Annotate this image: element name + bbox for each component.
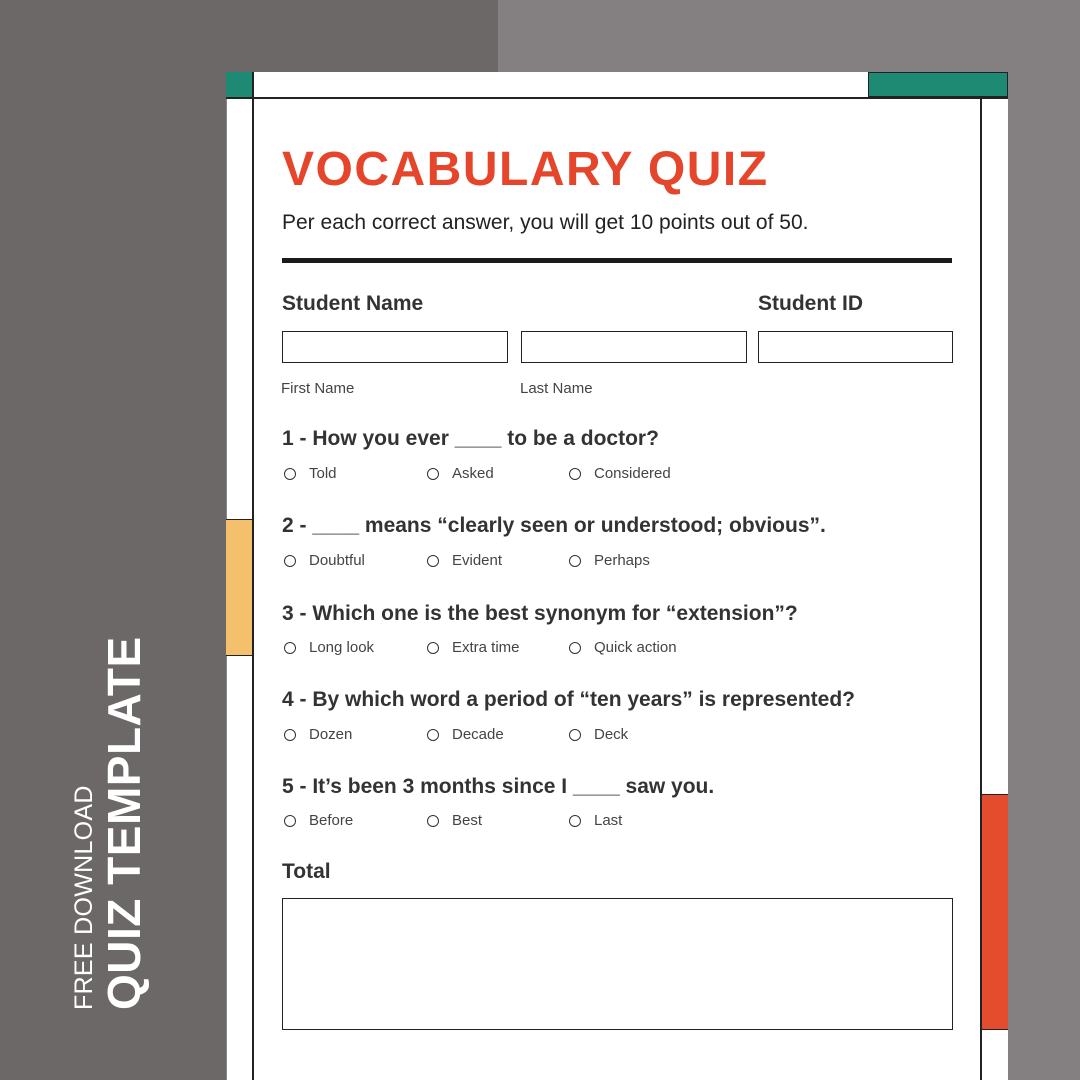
option-label: Deck bbox=[594, 726, 629, 743]
question-5: 5 - It’s been 3 months since I ____ saw you. bbox=[282, 775, 715, 798]
q1-option-3[interactable] bbox=[569, 465, 671, 482]
radio-icon[interactable] bbox=[427, 815, 439, 827]
radio-icon[interactable] bbox=[427, 729, 439, 741]
radio-icon[interactable] bbox=[284, 468, 296, 480]
option-label: Asked bbox=[452, 465, 494, 482]
sheet-frame-left bbox=[252, 72, 254, 1080]
option-label: Told bbox=[309, 465, 337, 482]
q4-option-2[interactable] bbox=[427, 726, 504, 743]
option-label: Decade bbox=[452, 726, 504, 743]
quiz-template-label: QUIZ TEMPLATE bbox=[98, 636, 150, 1010]
radio-icon[interactable] bbox=[284, 729, 296, 741]
radio-icon[interactable] bbox=[284, 815, 296, 827]
q1-option-2[interactable] bbox=[427, 465, 494, 482]
sheet-frame-top bbox=[226, 97, 1008, 99]
radio-icon[interactable] bbox=[284, 642, 296, 654]
teal-top-accent bbox=[868, 72, 1008, 97]
total-field[interactable] bbox=[282, 898, 953, 1030]
option-label: Evident bbox=[452, 552, 503, 569]
q4-option-3[interactable] bbox=[569, 726, 628, 743]
q3-option-1[interactable] bbox=[284, 639, 374, 656]
q4-option-1[interactable] bbox=[284, 726, 352, 743]
q3-option-2[interactable] bbox=[427, 639, 520, 656]
question-4: 4 - By which word a period of “ten years” is represented? bbox=[282, 688, 855, 711]
first-name-hint: First Name bbox=[281, 380, 355, 397]
side-caption bbox=[70, 636, 150, 1010]
teal-corner-accent bbox=[226, 72, 252, 97]
radio-icon[interactable] bbox=[427, 468, 439, 480]
student-name-label: Student Name bbox=[282, 292, 424, 315]
q2-option-1[interactable] bbox=[284, 552, 365, 569]
last-name-hint: Last Name bbox=[520, 380, 593, 397]
question-2: 2 - ____ means “clearly seen or understood; obvious”. bbox=[282, 514, 826, 537]
last-name-field[interactable] bbox=[521, 331, 747, 363]
option-label: Considered bbox=[594, 465, 671, 482]
option-label: Long look bbox=[309, 639, 375, 656]
total-label: Total bbox=[282, 860, 331, 883]
option-label: Dozen bbox=[309, 726, 353, 743]
red-side-accent bbox=[982, 794, 1008, 1030]
q1-option-1[interactable] bbox=[284, 465, 337, 482]
option-label: Perhaps bbox=[594, 552, 650, 569]
question-3: 3 - Which one is the best synonym for “extension”? bbox=[282, 602, 798, 625]
q2-option-3[interactable] bbox=[569, 552, 650, 569]
option-label: Best bbox=[452, 812, 483, 829]
quiz-subtitle: Per each correct answer, you will get 10 points out of 50. bbox=[282, 211, 809, 234]
title-divider bbox=[282, 258, 952, 263]
q2-option-2[interactable] bbox=[427, 552, 502, 569]
free-download-label: FREE DOWNLOAD bbox=[70, 785, 98, 1010]
radio-icon[interactable] bbox=[569, 642, 581, 654]
radio-icon[interactable] bbox=[569, 555, 581, 567]
radio-icon[interactable] bbox=[569, 729, 581, 741]
option-label: Doubtful bbox=[309, 552, 365, 569]
option-label: Extra time bbox=[452, 639, 520, 656]
radio-icon[interactable] bbox=[569, 468, 581, 480]
q5-option-1[interactable] bbox=[284, 812, 353, 829]
option-label: Last bbox=[594, 812, 623, 829]
q5-option-3[interactable] bbox=[569, 812, 622, 829]
radio-icon[interactable] bbox=[284, 555, 296, 567]
question-1: 1 - How you ever ____ to be a doctor? bbox=[282, 427, 659, 450]
student-id-field[interactable] bbox=[758, 331, 953, 363]
quiz-title: VOCABULARY QUIZ bbox=[282, 143, 769, 196]
radio-icon[interactable] bbox=[569, 815, 581, 827]
option-label: Quick action bbox=[594, 639, 677, 656]
yellow-side-accent bbox=[226, 519, 252, 656]
radio-icon[interactable] bbox=[427, 555, 439, 567]
first-name-field[interactable] bbox=[282, 331, 508, 363]
option-label: Before bbox=[309, 812, 354, 829]
q3-option-3[interactable] bbox=[569, 639, 677, 656]
radio-icon[interactable] bbox=[427, 642, 439, 654]
q5-option-2[interactable] bbox=[427, 812, 482, 829]
student-id-label: Student ID bbox=[758, 292, 863, 315]
